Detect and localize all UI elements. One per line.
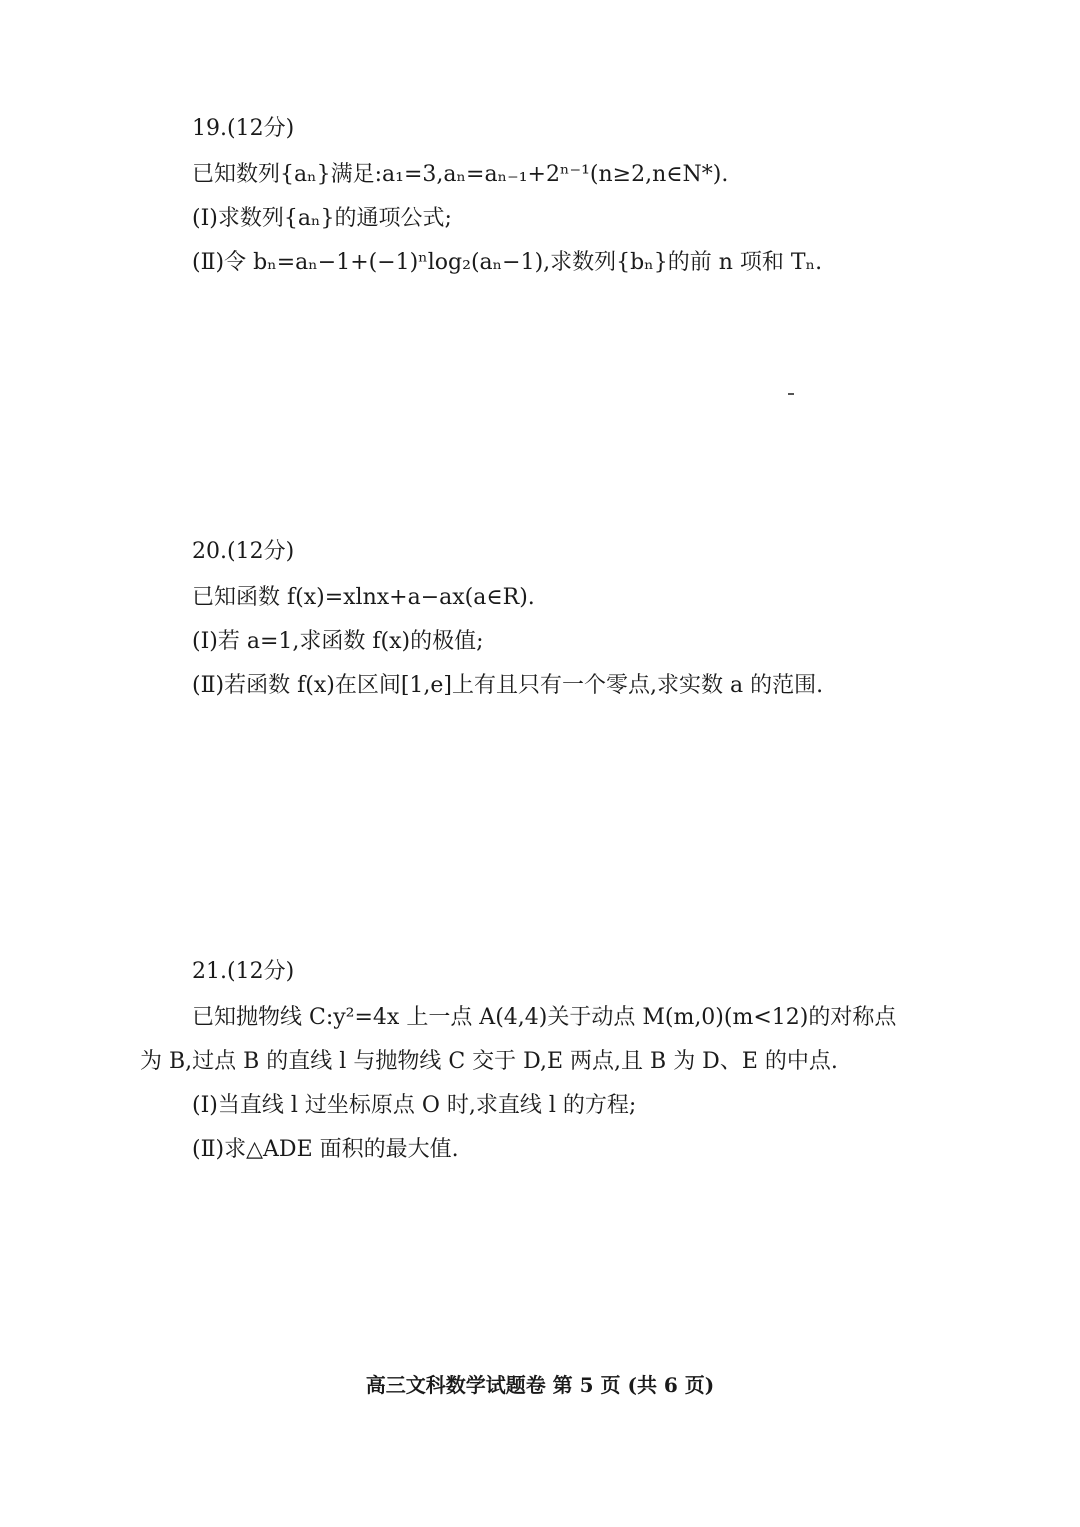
problem-part-2: (Ⅱ)若函数 f(x)在区间[1,e]上有且只有一个零点,求实数 a 的范围.: [192, 673, 824, 698]
problem-number: 20.(12分): [192, 539, 295, 564]
problem-part-1: (Ⅰ)求数列{aₙ}的通项公式;: [192, 206, 452, 231]
problem-statement: 已知数列{aₙ}满足:a₁=3,aₙ=aₙ₋₁+2ⁿ⁻¹(n≥2,n∈N*).: [192, 162, 729, 187]
problem-part-2: (Ⅱ)令 bₙ=aₙ−1+(−1)ⁿlog₂(aₙ−1),求数列{bₙ}的前 n 项和 Tₙ.: [192, 250, 823, 275]
problem-statement: 已知抛物线 C:y²=4x 上一点 A(4,4)关于动点 M(m,0)(m<12)的对称点: [192, 1005, 897, 1030]
page-footer: 高三文科数学试题卷 第 5 页 (共 6 页): [365, 1373, 715, 1397]
problem-number: 19.(12分): [192, 116, 295, 141]
problem-19: [192, 110, 952, 282]
problem-part-2: (Ⅱ)求△ADE 面积的最大值.: [192, 1137, 459, 1162]
problem-21: [140, 953, 952, 1169]
problem-part-1: (Ⅰ)若 a=1,求函数 f(x)的极值;: [192, 629, 484, 654]
problem-statement: 已知函数 f(x)=xlnx+a−ax(a∈R).: [192, 585, 535, 610]
problem-statement-continued: 为 B,过点 B 的直线 l 与抛物线 C 交于 D,E 两点,且 B 为 D、E 的中点.: [140, 1049, 838, 1074]
problem-number: 21.(12分): [192, 959, 295, 984]
problem-20: [192, 533, 952, 705]
scan-speck: [788, 393, 794, 395]
problem-part-1: (Ⅰ)当直线 l 过坐标原点 O 时,求直线 l 的方程;: [192, 1093, 637, 1118]
